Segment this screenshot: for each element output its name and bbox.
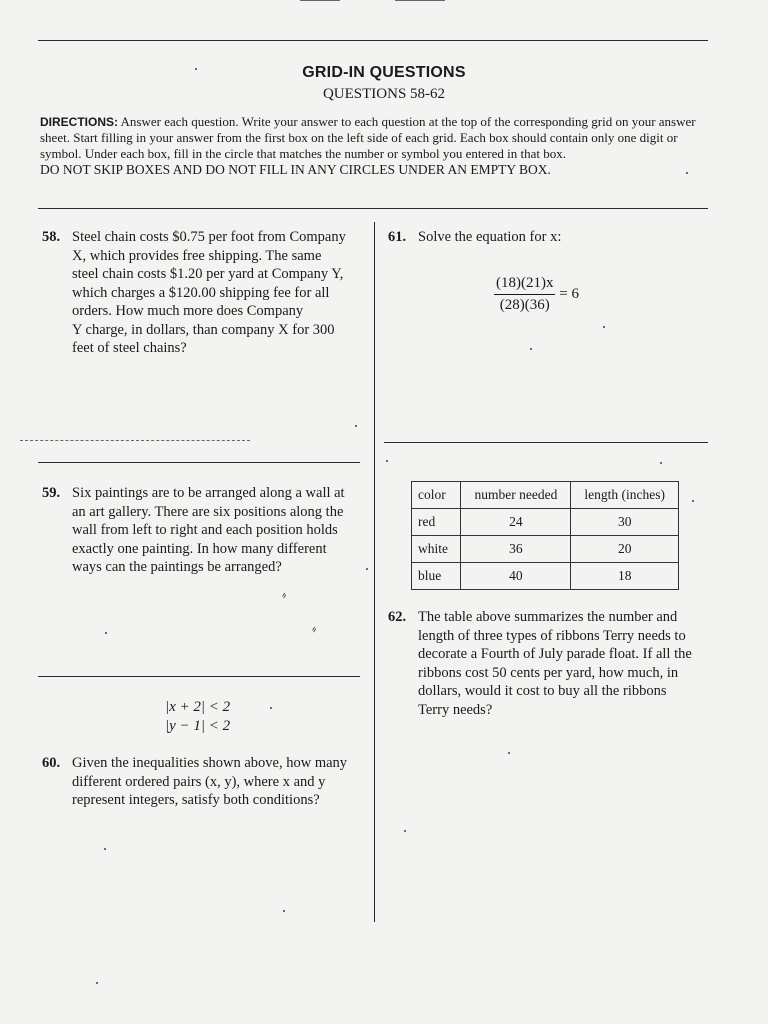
equation-fraction: [494, 274, 555, 315]
question-number: 58.: [42, 229, 61, 245]
page-subtitle: QUESTIONS 58-62: [322, 86, 446, 102]
table-cell: 18: [571, 563, 679, 590]
question-number: 61.: [388, 229, 407, 245]
equation-numerator: (18)(21)x: [494, 274, 555, 295]
question-line: Y charge, in dollars, than company X for 300: [72, 321, 335, 338]
question-number: 62.: [388, 609, 407, 625]
scan-speck: [603, 326, 605, 328]
pencil-mark: ⸗: [278, 587, 290, 604]
scan-speck: [692, 500, 694, 502]
question-line: X, which provides free shipping. The same: [72, 247, 322, 264]
scan-speck: [404, 830, 406, 832]
top-fragment-rule: [300, 0, 340, 1]
directions-text: Answer each question. Write your answer to each question at the top of the corresponding grid on your answer sheet. Start filling in your answer from the first box on the left side of each grid. Each box should contain only one digit or symbol. Under each box, fill in the circle that matches the number or symbol you entered in that box.: [40, 114, 696, 161]
equation: [494, 274, 579, 315]
table-header: color: [412, 482, 461, 509]
scan-speck: [508, 752, 510, 754]
question-line: dollars, would it cost to buy all the ribbons: [418, 683, 667, 699]
question-line: an art gallery. There are six positions along the: [72, 503, 344, 520]
q61-bottom-rule: [384, 442, 708, 443]
scan-speck: [366, 568, 368, 570]
question-58: [42, 228, 372, 358]
inequality-1: |x + 2| < 2: [165, 699, 231, 715]
scan-speck: [195, 68, 197, 70]
table-header: number needed: [461, 482, 571, 509]
question-line: which charges a $120.00 shipping fee for all: [72, 284, 330, 301]
question-59: [42, 484, 372, 577]
question-line: wall from left to right and each position holds: [72, 522, 338, 538]
directions-block: [40, 114, 715, 178]
table-header: length (inches): [571, 482, 679, 509]
question-line: decorate a Fourth of July parade float. If all the: [418, 646, 692, 662]
pencil-mark: ⸗: [308, 621, 320, 638]
question-line: steel chain costs $1.20 per yard at Company Y,: [72, 266, 344, 282]
table-cell: 40: [461, 563, 571, 590]
directions-lead: DIRECTIONS:: [40, 115, 118, 129]
table-cell: 24: [461, 509, 571, 536]
question-prompt: Solve the equation for x:: [418, 229, 562, 245]
question-line: ways can the paintings be arranged?: [72, 559, 282, 575]
scan-speck: [104, 848, 106, 850]
top-fragment-rule: [395, 0, 445, 1]
question-60: [42, 754, 372, 810]
q58-bottom-rule: [38, 462, 360, 463]
table-cell: blue: [412, 563, 461, 590]
equation-rhs: = 6: [559, 285, 579, 302]
scan-speck: [386, 460, 388, 462]
scan-speck: [270, 707, 272, 709]
question-line: orders. How much more does Company: [72, 303, 304, 319]
section-rule: [38, 208, 708, 209]
scan-speck: [660, 462, 662, 464]
scan-speck: [283, 910, 285, 912]
ribbon-table: [411, 481, 679, 590]
table-row: [412, 563, 679, 590]
table-row: [412, 509, 679, 536]
question-line: represent integers, satisfy both conditions?: [72, 792, 320, 808]
page-title: GRID-IN QUESTIONS: [302, 64, 466, 81]
question-number: 59.: [42, 485, 61, 501]
table-cell: 20: [571, 536, 679, 563]
scan-speck: [686, 172, 688, 174]
scan-speck: [355, 425, 357, 427]
table-header-row: [412, 482, 679, 509]
question-line: The table above summarizes the number and: [418, 609, 678, 625]
scan-speck: [96, 982, 98, 984]
table-cell: 36: [461, 536, 571, 563]
q59-bottom-rule: [38, 676, 360, 677]
inequality-2: |y − 1| < 2: [165, 718, 231, 734]
question-line: exactly one painting. In how many different: [72, 540, 327, 557]
scan-speck: [530, 348, 532, 350]
equation-denominator: (28)(36): [499, 297, 550, 313]
question-62: [388, 608, 718, 719]
question-line: ribbons cost 50 cents per yard, how much, in: [418, 664, 679, 681]
question-line: Terry needs?: [418, 701, 493, 718]
question-line: Given the inequalities shown above, how many: [72, 755, 348, 771]
table-cell: white: [412, 536, 461, 563]
scan-speck: [105, 632, 107, 634]
question-line: different ordered pairs (x, y), where x and y: [72, 773, 326, 790]
table-cell: 30: [571, 509, 679, 536]
question-line: feet of steel chains?: [72, 340, 187, 356]
table-row: [412, 536, 679, 563]
table-cell: red: [412, 509, 461, 536]
question-number: 60.: [42, 755, 61, 771]
column-divider: [374, 222, 375, 922]
question-line: Steel chain costs $0.75 per foot from Company: [72, 229, 346, 245]
question-line: length of three types of ribbons Terry needs to: [418, 627, 686, 644]
header-rule: [38, 40, 708, 41]
directions-caps: DO NOT SKIP BOXES AND DO NOT FILL IN ANY CIRCLES UNDER AN EMPTY BOX.: [40, 162, 551, 177]
faint-dashed-rule: [20, 440, 250, 441]
question-line: Six paintings are to be arranged along a wall at: [72, 485, 345, 501]
question-61: [388, 228, 718, 247]
